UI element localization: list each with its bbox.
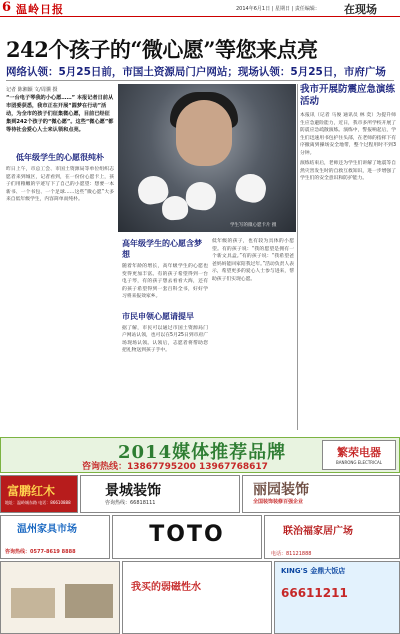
divider <box>6 80 394 81</box>
ad-furniture[interactable] <box>0 515 110 559</box>
ad-toto-name: TOTO <box>149 522 225 547</box>
ad-jingcheng[interactable] <box>80 475 240 513</box>
page-number: 6 <box>2 0 12 15</box>
ad-furniture-tel: 咨询热线：0577-8619 8888 <box>5 549 76 555</box>
column-3 <box>212 238 294 283</box>
col1-title: 低年级学生的心愿很纯朴 <box>16 153 104 162</box>
ad-fuhong[interactable] <box>0 475 78 513</box>
newspaper-name: 温岭日报 <box>16 3 64 16</box>
building-image <box>65 584 113 618</box>
article-intro: “一台电子琴我的小心愿……” 本报记者日前从市团委获悉，我市正在开展“圆梦在行动”活动，为全市的孩子们征集微心愿，目前已经征集到242个孩子的“微心愿”。这些“微心愿”都等待社会爱心人士来认领和点亮。 <box>6 95 114 133</box>
column-1 <box>6 152 114 204</box>
ad-lidu[interactable] <box>242 475 400 513</box>
column-2 <box>122 238 208 355</box>
ad-jingcheng-tel: 咨询热线：66818111 <box>105 500 156 506</box>
sidebar-article <box>300 84 396 183</box>
byline: 记者 陈湘颖 文/周骥 摄 <box>6 87 58 93</box>
col1-body: 昨日上午，市总工会、市国土资源局等单位组织志愿者来到城区，记者看到，在一份份心愿卡上，孩子们用稚嫩的字迹写下了自己的小愿望：想要一本新书、一个书包、一个足球……这些“微心愿”大多来自低年级学生，内容简单而纯朴。 <box>6 167 114 202</box>
ad-furniture-name: 温州家具市场 <box>17 524 77 535</box>
ad-banner-title: 2014媒体推荐品牌 <box>118 442 287 463</box>
col3-body: 低年级的孩子，也有较为具体的小愿望。有的孩子说：“我的愿望是拥有一个新文具盒。”有的孩子说：“我希望爸爸妈妈能回家陪我过年。”活动负责人表示，希望更多的爱心人士参与进来，帮助孩子们实现心愿。 <box>212 239 294 282</box>
ad-lianmin-name: 联治福家居广场 <box>283 526 353 537</box>
photo-caption: 学生写的微心愿卡片 摄 <box>230 223 277 228</box>
heart-card-icon <box>161 195 189 221</box>
sidebar-body: 本报讯（记者 马俊 通讯员 林 奕）为提升师生应急避险能力，近日，我市多所学校开展了防震应急疏散演练。演练中，警报响起后，学生们迅速用书包护住头部，在老师的指挥下有序撤离到操场安全地带，整个过程用时不到3分钟。 <box>300 113 396 156</box>
child-face <box>176 100 232 166</box>
ad-kings-name: KING'S 金鼎大饭店 <box>281 567 346 575</box>
ad-lianmin[interactable] <box>264 515 400 559</box>
date-line: 2014年6月1日 | 星期日 | 责任编辑： <box>236 6 320 12</box>
column-divider <box>297 84 298 430</box>
article-headline: 242个孩子的“微心愿”等您来点亮 <box>6 37 318 62</box>
ad-lianmin-tel: 电话：81121888 <box>271 551 312 557</box>
ad-weak[interactable] <box>122 561 272 634</box>
col2-title: 高年级学生的心愿含梦想 <box>122 239 202 259</box>
section-title: 在现场 <box>344 3 377 16</box>
ad-lidu-sub: 全国装饰装修百强企业 <box>253 499 304 505</box>
ad-lidu-name: 丽园装饰 <box>253 482 309 498</box>
sidebar-body-2: 演练结束后，老师还为学生们讲解了地震等自然灾害发生时的自救互救知识，进一步增强了学生们的安全意识和防护能力。 <box>300 161 396 181</box>
ad-weak-name: 我买的弱磁性水 <box>131 582 201 593</box>
ad-kings-tel: 66611211 <box>281 586 348 600</box>
col2b-title: 市民申领心愿请提早 <box>122 311 194 321</box>
ad-banner-phone: 咨询热线：13867795200 13967768617 <box>82 462 268 472</box>
sidebar-title: 我市开展防震应急演练活动 <box>300 84 396 107</box>
col2b-body: 据了解，市民可以通过市国土资源局门户网站认领，也可以在5月25日到市府广场现场认领。认领后，志愿者将帮助您把礼物送到孩子手中。 <box>122 325 208 353</box>
heart-card-icon <box>185 181 218 212</box>
ad-fuhong-name: 富鹏红木 <box>7 484 56 498</box>
building-image <box>11 588 55 618</box>
ad-banrong-name: 繁荣电器 <box>337 446 381 459</box>
ad-jingcheng-name: 景城装饰 <box>105 483 161 499</box>
ad-building[interactable] <box>0 561 120 634</box>
heart-card-icon <box>233 171 268 205</box>
ad-banrong-sub: BANRONG ELECTRICAL <box>336 460 382 465</box>
ad-kings[interactable] <box>274 561 400 634</box>
article-subhead: 网络认领：5月25日前，市国土资源局门户网站；现场认领：5月25日，市府广场 <box>6 66 386 78</box>
article-photo <box>118 84 296 232</box>
ad-fuhong-addr: 地址：温岭城东路 电话：86610888 <box>5 500 71 505</box>
ad-banrong[interactable] <box>322 440 396 470</box>
ad-toto[interactable] <box>112 515 262 559</box>
col2-body: 随着年龄的增长，高年级学生的心愿也变得更加丰富。有的孩子希望得到一台电子琴，有的孩子想去看看大海，还有的孩子希望得到一套百科全书，好好学习将来报效家乡。 <box>122 264 208 299</box>
